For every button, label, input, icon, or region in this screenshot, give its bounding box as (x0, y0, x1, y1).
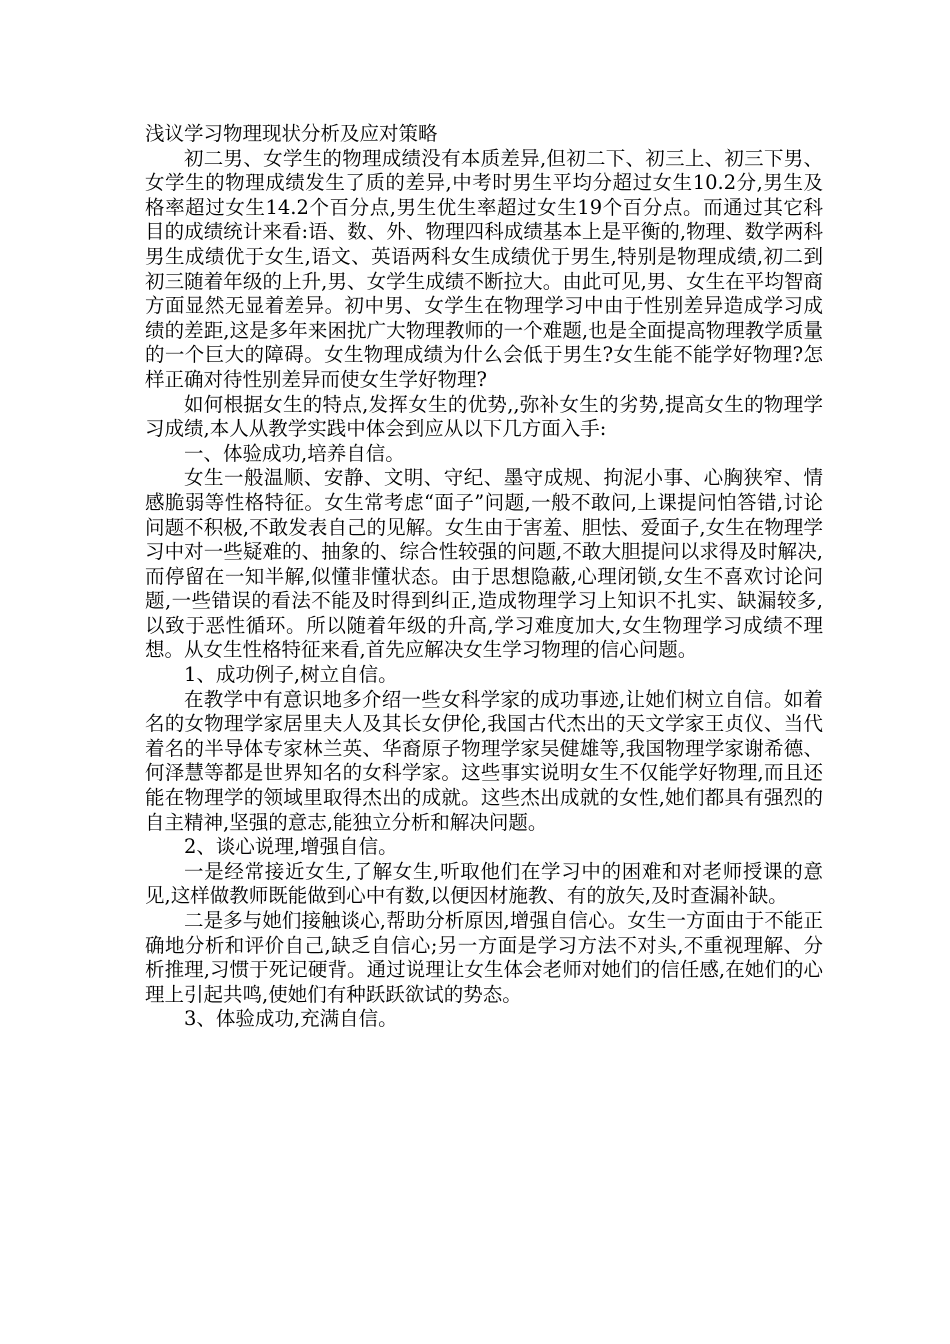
paragraph-2: 如何根据女生的特点,发挥女生的优势,,弥补女生的劣势,提高女生的物理学习成绩,本人从教学实践中体会到应从以下几方面入手: (145, 392, 823, 441)
subheading-1: 1、成功例子,树立自信。 (184, 663, 398, 687)
paragraph-6: 二是多与她们接触谈心,帮助分析原因,增强自信心。女生一方面由于不能正确地分析和评价自己,缺乏自信心;另一方面是学习方法不对头,不重视理解、分析推理,习惯于死记硬背。通过说理让女生体会老师对她们的信任感,在她们的心理上引起共鸣,使她们有种跃跃欲试的势态。 (145, 909, 823, 1006)
subheading-3: 3、体验成功,充满自信。 (184, 1007, 398, 1031)
paragraph-4: 在教学中有意识地多介绍一些女科学家的成功事迹,让她们树立自信。如着名的女物理学家居里夫人及其长女伊伦,我国古代杰出的天文学家王贞仪、当代着名的半导体专家林兰英、华裔原子物理学家吴健雄等,我国物理学家谢希德、何泽慧等都是世界知名的女科学家。这些事实说明女生不仅能学好物理,而且还能在物理学的领域里取得杰出的成就。这些杰出成就的女性,她们都具有强烈的自主精神,坚强的意志,能独立分析和解决问题。 (145, 687, 823, 834)
document-page (145, 122, 823, 1032)
paragraph-5: 一是经常接近女生,了解女生,听取他们在学习中的困难和对老师授课的意见,这样做教师既能做到心中有数,以便因材施教、有的放矢,及时查漏补缺。 (145, 859, 823, 908)
document-title: 浅议学习物理现状分析及应对策略 (145, 122, 438, 145)
paragraph-3: 女生一般温顺、安静、文明、守纪、墨守成规、拘泥小事、心胸狭窄、情感脆弱等性格特征。女生常考虑“面子”问题,一般不敢问,上课提问怕答错,讨论问题不积极,不敢发表自己的见解。女生由于害羞、胆怯、爱面子,女生在物理学习中对一些疑难的、抽象的、综合性较强的问题,不敢大胆提问以求得及时解决,而停留在一知半解,似懂非懂状态。由于思想隐蔽,心理闭锁,女生不喜欢讨论问题,一些错误的看法不能及时得到纠正,造成物理学习上知识不扎实、缺漏较多,以致于恶性循环。所以随着年级的升高,学习难度加大,女生物理学习成绩不理想。从女生性格特征来看,首先应解决女生学习物理的信心问题。 (145, 466, 823, 662)
paragraph-1: 初二男、女学生的物理成绩没有本质差异,但初二下、初三上、初三下男、女学生的物理成绩发生了质的差异,中考时男生平均分超过女生10.2分,男生及格率超过女生14.2个百分点,男生优生率超过女生19个百分点。而通过其它科目的成绩统计来看:语、数、外、物理四科成绩基本上是平衡的,物理、数学两科男生成绩优于女生,语文、英语两科女生成绩优于男生,特别是物理成绩,初二到初三随着年级的上升,男、女学生成绩不断拉大。由此可见,男、女生在平均智商方面显然无显着差异。初中男、女学生在物理学习中由于性别差异造成学习成绩的差距,这是多年来困扰广大物理教师的一个难题,也是全面提高物理教学质量的一个巨大的障碍。女生物理成绩为什么会低于男生?女生能不能学好物理?怎样正确对待性别差异而使女生学好物理? (145, 146, 823, 391)
section-heading-1: 一、体验成功,培养自信。 (184, 441, 405, 465)
subheading-2: 2、谈心说理,增强自信。 (184, 835, 398, 859)
